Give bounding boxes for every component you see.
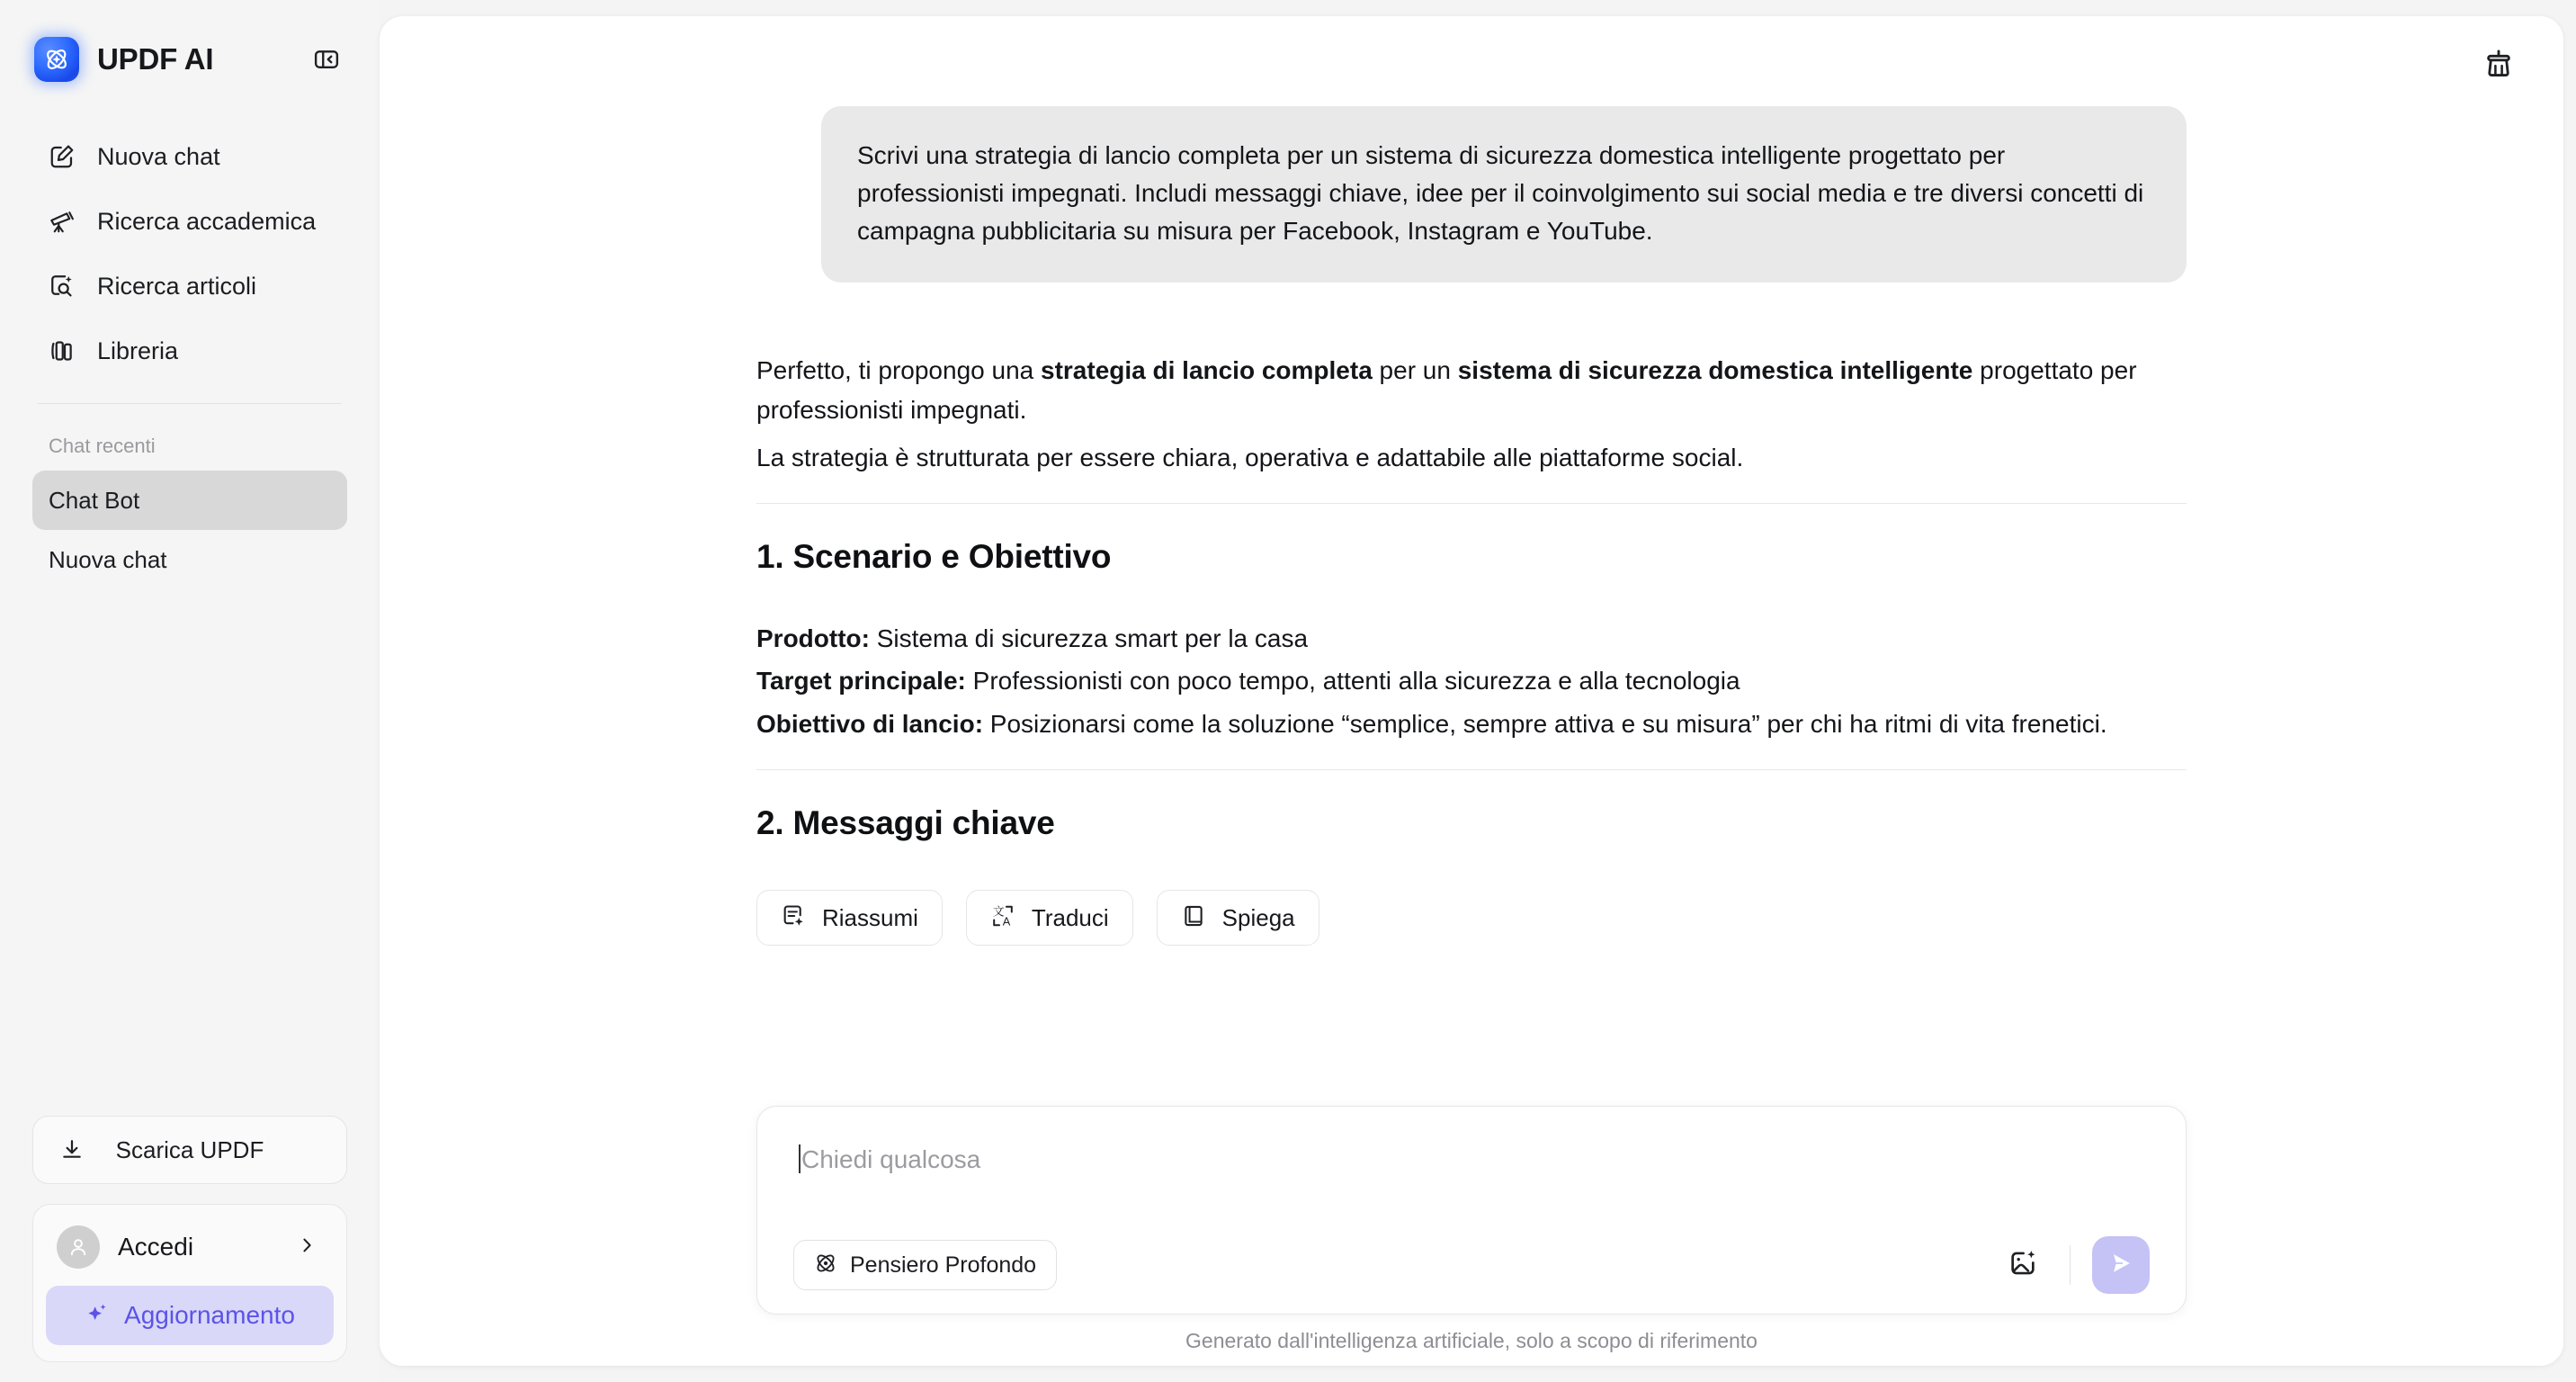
content-divider-2 [756, 769, 2187, 770]
intro-text-c: per un [1372, 356, 1458, 384]
clear-chat-button[interactable] [2473, 40, 2524, 91]
deep-think-toggle[interactable] [793, 1240, 1057, 1290]
assistant-intro-line-3: La strategia è strutturata per essere chiara, operativa e adattabile alle piattaforme social. [756, 444, 1744, 472]
sidebar-item-libreria[interactable] [32, 319, 347, 383]
action-chip-label: Traduci [1031, 903, 1109, 931]
conversation-inner [756, 106, 2187, 946]
sidebar-nav [32, 124, 347, 383]
atom-icon [814, 1252, 837, 1279]
books-icon [47, 336, 77, 366]
svg-text:文: 文 [992, 905, 1005, 919]
account-login-row[interactable] [46, 1217, 334, 1277]
kv-obiettivo-value: Posizionarsi come la soluzione “semplice, sempre attiva e su misura” per chi ha ritmi di vita frenetici. [983, 710, 2107, 739]
user-avatar-icon [57, 1225, 100, 1269]
image-sparkle-icon [2008, 1248, 2038, 1283]
composer-toolbar [784, 1236, 2159, 1294]
assistant-message [756, 351, 2187, 848]
summarize-sparkle-icon [781, 903, 806, 933]
recent-chat-item-nuova-chat[interactable]: Nuova chat [49, 545, 167, 573]
sidebar-item-nuova-chat[interactable] [32, 124, 347, 189]
action-chip-label: Riassumi [822, 903, 918, 931]
svg-text:A: A [1002, 914, 1011, 929]
chevron-right-icon [296, 1234, 318, 1261]
account-label: Accedi [118, 1233, 194, 1261]
section-2-heading: 2. Messaggi chiave [756, 803, 1055, 841]
upgrade-button[interactable] [46, 1286, 334, 1345]
action-chip-spiega[interactable] [1157, 890, 1319, 946]
toolbar-separator [2070, 1245, 2071, 1285]
composer [756, 1106, 2187, 1315]
brand-row [32, 0, 347, 119]
send-button[interactable] [2092, 1236, 2150, 1294]
account-card [32, 1204, 347, 1362]
composer-wrap [380, 1106, 2563, 1366]
edit-square-icon [47, 141, 77, 172]
intro-text-a: Perfetto, ti propongo una [756, 356, 1041, 384]
sidebar-item-label: Nuova chat [97, 142, 220, 170]
chat-input[interactable] [784, 1130, 2159, 1236]
sidebar-collapse-button[interactable] [306, 39, 347, 80]
kv-target [756, 661, 2187, 701]
brand-name: UPDF AI [97, 42, 214, 76]
sidebar [0, 0, 380, 1382]
sidebar-item-ricerca-accademica[interactable] [32, 189, 347, 254]
intro-text-e: progettato per professionisti impegnati. [756, 356, 2137, 424]
telescope-icon [47, 206, 77, 237]
kv-prodotto [756, 619, 2187, 659]
main-panel [380, 16, 2563, 1366]
kv-prodotto-value: Sistema di sicurezza smart per la casa [869, 624, 1309, 652]
recent-chat-item-chat-bot[interactable]: Chat Bot [32, 471, 347, 530]
sidebar-bottom [32, 1116, 347, 1382]
sidebar-item-label: Ricerca accademica [97, 207, 317, 235]
action-chip-label: Spiega [1221, 903, 1295, 931]
intro-bold-system: sistema di sicurezza domestica intelligente [1457, 356, 1973, 384]
intro-bold-strategy: strategia di lancio completa [1041, 356, 1373, 384]
sidebar-item-label: Libreria [97, 337, 179, 364]
kv-obiettivo-label: Obiettivo di lancio: [756, 710, 984, 739]
sparkle-icon [85, 1301, 110, 1331]
updf-atom-logo-icon [34, 37, 79, 82]
sidebar-item-label: Ricerca articoli [97, 272, 257, 300]
translate-icon [990, 903, 1015, 933]
book-icon [1181, 903, 1206, 933]
content-divider [756, 503, 2187, 504]
deep-think-label: Pensiero Profondo [850, 1252, 1037, 1278]
action-chip-riassumi[interactable] [756, 890, 943, 946]
send-arrow-icon [2106, 1249, 2135, 1282]
main-topbar [2473, 16, 2563, 115]
kv-target-label: Target principale: [756, 667, 966, 695]
download-updf-label: Scarica UPDF [115, 1135, 264, 1163]
chat-input-placeholder: Chiedi qualcosa [801, 1145, 981, 1173]
download-icon [57, 1135, 87, 1165]
broom-clear-icon [2482, 48, 2515, 85]
composer-right-actions [1998, 1236, 2150, 1294]
search-document-sparkle-icon [47, 271, 77, 301]
user-message-bubble: Scrivi una strategia di lancio completa per un sistema di sicurezza domestica intelligente progettato per professionisti impegnati. Includi messaggi chiave, idee per il coinvolgimento sui social media e tre diversi concetti di campagna pubblicitaria su misura per Facebook, Instagram e YouTube. [821, 106, 2187, 283]
kv-prodotto-label: Prodotto: [756, 624, 870, 652]
image-generate-button[interactable] [1998, 1240, 2048, 1290]
footer-disclaimer: Generato dall'intelligenza artificiale, solo a scopo di riferimento [1185, 1329, 1758, 1352]
assistant-intro-line-1 [756, 351, 2187, 429]
action-chip-traduci[interactable] [966, 890, 1133, 946]
kv-obiettivo [756, 704, 2187, 744]
upgrade-label: Aggiornamento [124, 1301, 295, 1329]
download-updf-button[interactable] [32, 1116, 347, 1184]
action-chip-row [756, 890, 2187, 946]
sidebar-item-ricerca-articoli[interactable] [32, 254, 347, 319]
section-1-heading: 1. Scenario e Obiettivo [756, 538, 1112, 576]
recents-section-title: Chat recenti [49, 435, 156, 457]
kv-target-value: Professionisti con poco tempo, attenti alla sicurezza e alla tecnologia [965, 667, 1740, 695]
text-caret [799, 1144, 801, 1173]
